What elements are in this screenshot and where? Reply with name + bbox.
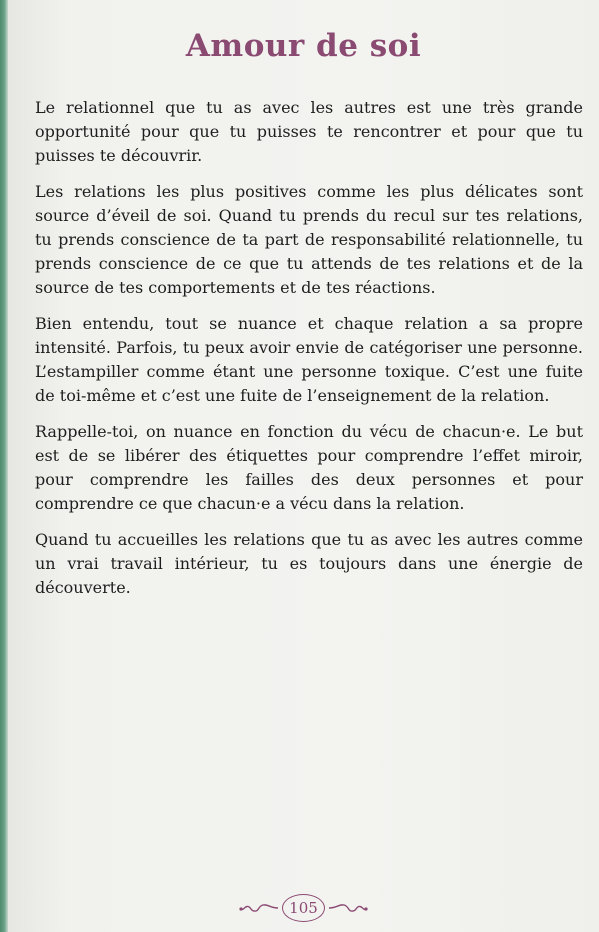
- page-title: Amour de soi: [185, 28, 422, 64]
- paragraph-1: Le relationnel que tu as avec les autres est une très grande opportunité pour que tu puisses te rencontrer et pour que tu puisses te découvrir.: [35, 98, 583, 165]
- book-page: [8, 0, 599, 932]
- book-spine-edge: [0, 0, 8, 932]
- swirl-ornament-icon: [238, 901, 280, 915]
- paragraph-5: Quand tu accueilles les relations que tu as avec les autres comme un vrai travail intérieur, tu es toujours dans une énergie de découverte.: [35, 530, 583, 597]
- page-footer: [8, 894, 599, 922]
- swirl-ornament-icon: [327, 901, 369, 915]
- page-body: [35, 96, 583, 612]
- paragraph-2: Les relations les plus positives comme les plus délicates sont source d’éveil de soi. Quand tu prends du recul sur tes relations, tu prends conscience de ta part de responsabilité relationnelle, tu prends conscience de ce que tu attends de tes relations et de la source de tes comportements et de tes réactions.: [35, 182, 583, 297]
- paragraph-3: Bien entendu, tout se nuance et chaque relation a sa propre intensité. Parfois, tu peux avoir envie de catégoriser une personne. L’estampiller comme étant une personne toxique. C’est une fuite de toi-même et c’est une fuite de l’enseignement de la relation.: [35, 314, 583, 405]
- paragraph-4: Rappelle-toi, on nuance en fonction du vécu de chacun·e. Le but est de se libérer des étiquettes pour comprendre l’effet miroir, pour comprendre les failles des deux personnes et pour comprendre ce que chacun·e a vécu dans la relation.: [35, 422, 583, 513]
- page-number: 105: [282, 894, 325, 922]
